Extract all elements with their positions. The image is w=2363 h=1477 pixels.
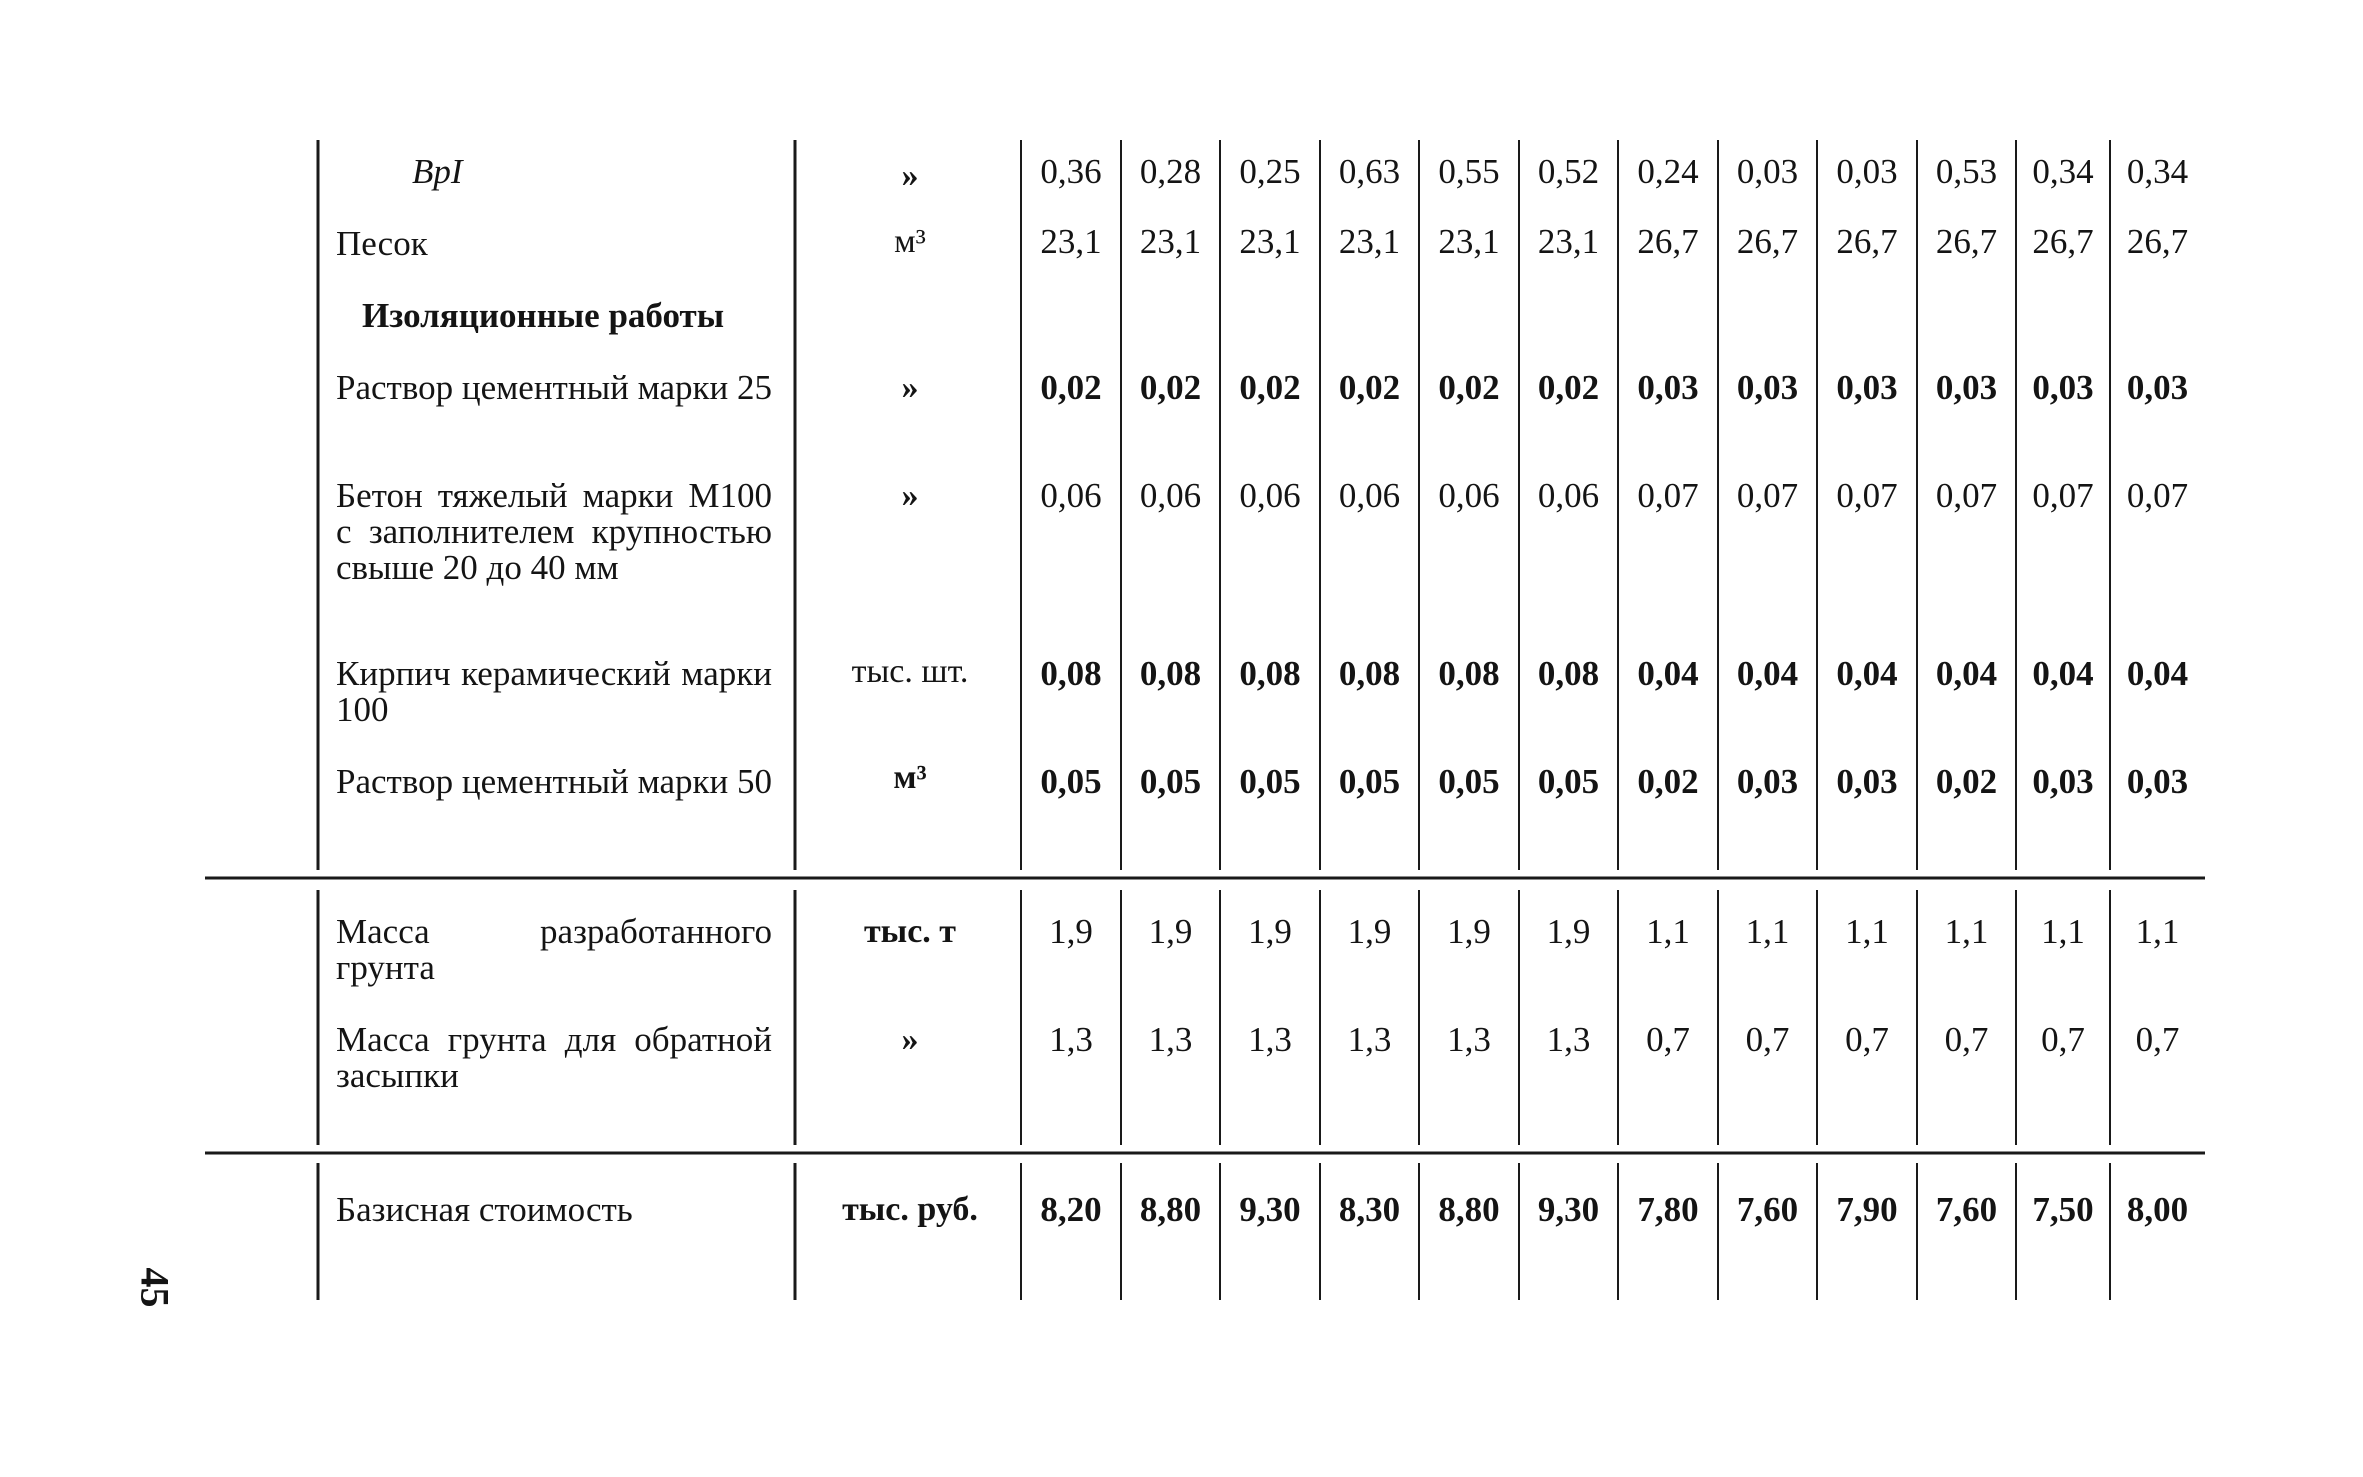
value-cell: 8,30 bbox=[1338, 1190, 1401, 1229]
row-unit: » bbox=[901, 157, 919, 194]
row-description: Кирпич керамический марки 100 bbox=[336, 654, 772, 729]
value-cell: 0,7 bbox=[1944, 1020, 1989, 1059]
value-cell: 0,03 bbox=[1637, 368, 1699, 407]
value-cell: 0,08 bbox=[1338, 654, 1401, 693]
value-cell: 0,7 bbox=[2135, 1020, 2180, 1059]
row-unit: тыс. руб. bbox=[842, 1191, 978, 1228]
value-cell: 0,55 bbox=[1438, 152, 1500, 191]
value-cell: 23,1 bbox=[1338, 222, 1401, 261]
value-cell: 1,1 bbox=[1745, 912, 1790, 951]
value-cell: 0,04 bbox=[1836, 654, 1898, 693]
value-cell: 0,05 bbox=[1139, 762, 1202, 801]
value-cell: 0,07 bbox=[1935, 476, 1998, 515]
value-cell: 7,90 bbox=[1836, 1190, 1898, 1229]
value-cell: 0,7 bbox=[1646, 1020, 1690, 1059]
page-number: 45 bbox=[132, 1267, 178, 1308]
value-cell: 0,02 bbox=[1139, 368, 1202, 407]
value-cell: 0,08 bbox=[1040, 654, 1102, 693]
value-cell: 1,9 bbox=[1347, 912, 1392, 951]
value-cell: 23,1 bbox=[1537, 222, 1600, 261]
value-cell: 0,63 bbox=[1338, 152, 1401, 191]
row-description: Раствор цементный марки 25 bbox=[336, 368, 772, 407]
value-cell: 0,02 bbox=[1438, 368, 1500, 407]
row-description: Базисная стоимость bbox=[336, 1190, 633, 1229]
row-description: Песок bbox=[336, 224, 428, 263]
value-cell: 0,03 bbox=[1935, 368, 1998, 407]
value-cell: 0,02 bbox=[1537, 368, 1600, 407]
value-cell: 0,08 bbox=[1438, 654, 1500, 693]
value-cell: 0,05 bbox=[1537, 762, 1600, 801]
value-cell: 1,1 bbox=[1646, 912, 1690, 951]
value-cell: 0,36 bbox=[1040, 152, 1102, 191]
value-cell: 1,1 bbox=[1944, 912, 1989, 951]
value-cell: 0,06 bbox=[1537, 476, 1600, 515]
row-description: Раствор цементный марки 50 bbox=[336, 762, 772, 801]
value-cell: 0,08 bbox=[1139, 654, 1202, 693]
value-cell: 0,05 bbox=[1040, 762, 1102, 801]
value-cell: 0,07 bbox=[2126, 476, 2189, 515]
value-cell: 0,07 bbox=[1736, 476, 1799, 515]
value-cell: 8,80 bbox=[1139, 1190, 1202, 1229]
value-cell: 26,7 bbox=[2032, 222, 2094, 261]
value-cell: 0,03 bbox=[1736, 368, 1799, 407]
row-unit: м³ bbox=[894, 223, 926, 260]
value-cell: 0,06 bbox=[1139, 476, 1202, 515]
value-cell: 0,05 bbox=[1338, 762, 1401, 801]
value-cell: 0,03 bbox=[1836, 152, 1898, 191]
value-cell: 0,05 bbox=[1239, 762, 1301, 801]
value-cell: 26,7 bbox=[1935, 222, 1998, 261]
value-cell: 1,9 bbox=[1248, 912, 1292, 951]
row-description: Масса разработанного грунта bbox=[336, 912, 772, 987]
value-cell: 0,07 bbox=[1637, 476, 1699, 515]
value-cell: 8,00 bbox=[2126, 1190, 2189, 1229]
value-cell: 0,02 bbox=[1935, 762, 1998, 801]
value-cell: 0,7 bbox=[1845, 1020, 1889, 1059]
value-cell: 0,07 bbox=[1836, 476, 1898, 515]
value-cell: 1,9 bbox=[1148, 912, 1193, 951]
value-cell: 1,3 bbox=[1248, 1020, 1292, 1059]
value-cell: 7,60 bbox=[1935, 1190, 1998, 1229]
value-cell: 0,03 bbox=[1836, 762, 1898, 801]
value-cell: 7,60 bbox=[1736, 1190, 1799, 1229]
value-cell: 1,3 bbox=[1049, 1020, 1093, 1059]
row-description: Бетон тяжелый марки М100 с заполнителем крупностью свыше 20 до 40 мм bbox=[336, 476, 772, 587]
value-cell: 7,80 bbox=[1637, 1190, 1699, 1229]
value-cell: 1,1 bbox=[1845, 912, 1889, 951]
value-cell: 0,03 bbox=[2032, 762, 2094, 801]
value-cell: 1,9 bbox=[1447, 912, 1491, 951]
value-cell: 0,04 bbox=[1637, 654, 1699, 693]
value-cell: 8,20 bbox=[1040, 1190, 1102, 1229]
value-cell: 1,3 bbox=[1447, 1020, 1491, 1059]
value-cell: 0,52 bbox=[1537, 152, 1600, 191]
row-unit: » bbox=[901, 477, 919, 514]
value-cell: 0,7 bbox=[2041, 1020, 2085, 1059]
row-unit: м³ bbox=[893, 759, 927, 796]
value-cell: 0,03 bbox=[2126, 368, 2189, 407]
value-cell: 0,02 bbox=[1239, 368, 1301, 407]
value-cell: 0,06 bbox=[1338, 476, 1401, 515]
value-cell: 0,03 bbox=[2126, 762, 2189, 801]
value-cell: 0,28 bbox=[1139, 152, 1202, 191]
value-cell: 0,03 bbox=[1736, 762, 1799, 801]
row-description: Масса грунта для обратной засыпки bbox=[336, 1020, 772, 1095]
value-cell: 9,30 bbox=[1537, 1190, 1600, 1229]
value-cell: 23,1 bbox=[1040, 222, 1102, 261]
value-cell: 1,3 bbox=[1546, 1020, 1591, 1059]
value-cell: 23,1 bbox=[1438, 222, 1500, 261]
value-cell: 1,3 bbox=[1347, 1020, 1392, 1059]
value-cell: 23,1 bbox=[1139, 222, 1202, 261]
value-cell: 1,9 bbox=[1049, 912, 1093, 951]
value-cell: 0,34 bbox=[2126, 152, 2189, 191]
value-cell: 0,07 bbox=[2032, 476, 2094, 515]
value-cell: 0,05 bbox=[1438, 762, 1500, 801]
value-cell: 0,25 bbox=[1239, 152, 1301, 191]
value-cell: 1,1 bbox=[2135, 912, 2180, 951]
value-cell: 0,08 bbox=[1537, 654, 1600, 693]
value-cell: 0,24 bbox=[1637, 152, 1699, 191]
value-cell: 9,30 bbox=[1239, 1190, 1301, 1229]
value-cell: 26,7 bbox=[1836, 222, 1898, 261]
value-cell: 0,04 bbox=[2032, 654, 2094, 693]
value-cell: 0,03 bbox=[1736, 152, 1799, 191]
value-cell: 0,04 bbox=[1935, 654, 1998, 693]
value-cell: 1,1 bbox=[2041, 912, 2085, 951]
value-cell: 0,03 bbox=[2032, 368, 2094, 407]
value-cell: 1,9 bbox=[1546, 912, 1591, 951]
row-unit: » bbox=[901, 369, 919, 406]
value-cell: 26,7 bbox=[1736, 222, 1799, 261]
value-cell: 0,02 bbox=[1338, 368, 1401, 407]
value-cell: 0,53 bbox=[1935, 152, 1998, 191]
value-cell: 0,03 bbox=[1836, 368, 1898, 407]
value-cell: 26,7 bbox=[1637, 222, 1699, 261]
value-cell: 0,06 bbox=[1438, 476, 1500, 515]
section-heading: Изоляционные работы bbox=[362, 296, 725, 335]
value-cell: 0,06 bbox=[1239, 476, 1301, 515]
value-cell: 1,3 bbox=[1148, 1020, 1193, 1059]
value-cell: 0,06 bbox=[1040, 476, 1102, 515]
value-cell: 0,04 bbox=[2126, 654, 2189, 693]
value-cell: 0,08 bbox=[1239, 654, 1301, 693]
value-cell: 7,50 bbox=[2032, 1190, 2094, 1229]
row-description: BpI bbox=[412, 152, 463, 191]
value-cell: 0,02 bbox=[1040, 368, 1102, 407]
row-unit: тыс. шт. bbox=[851, 653, 969, 690]
row-unit: тыс. т bbox=[863, 913, 957, 950]
value-cell: 8,80 bbox=[1438, 1190, 1500, 1229]
value-cell: 26,7 bbox=[2126, 222, 2189, 261]
value-cell: 0,7 bbox=[1745, 1020, 1790, 1059]
value-cell: 23,1 bbox=[1239, 222, 1301, 261]
row-unit: » bbox=[901, 1021, 919, 1058]
value-cell: 0,04 bbox=[1736, 654, 1799, 693]
value-cell: 0,34 bbox=[2032, 152, 2094, 191]
value-cell: 0,02 bbox=[1637, 762, 1699, 801]
